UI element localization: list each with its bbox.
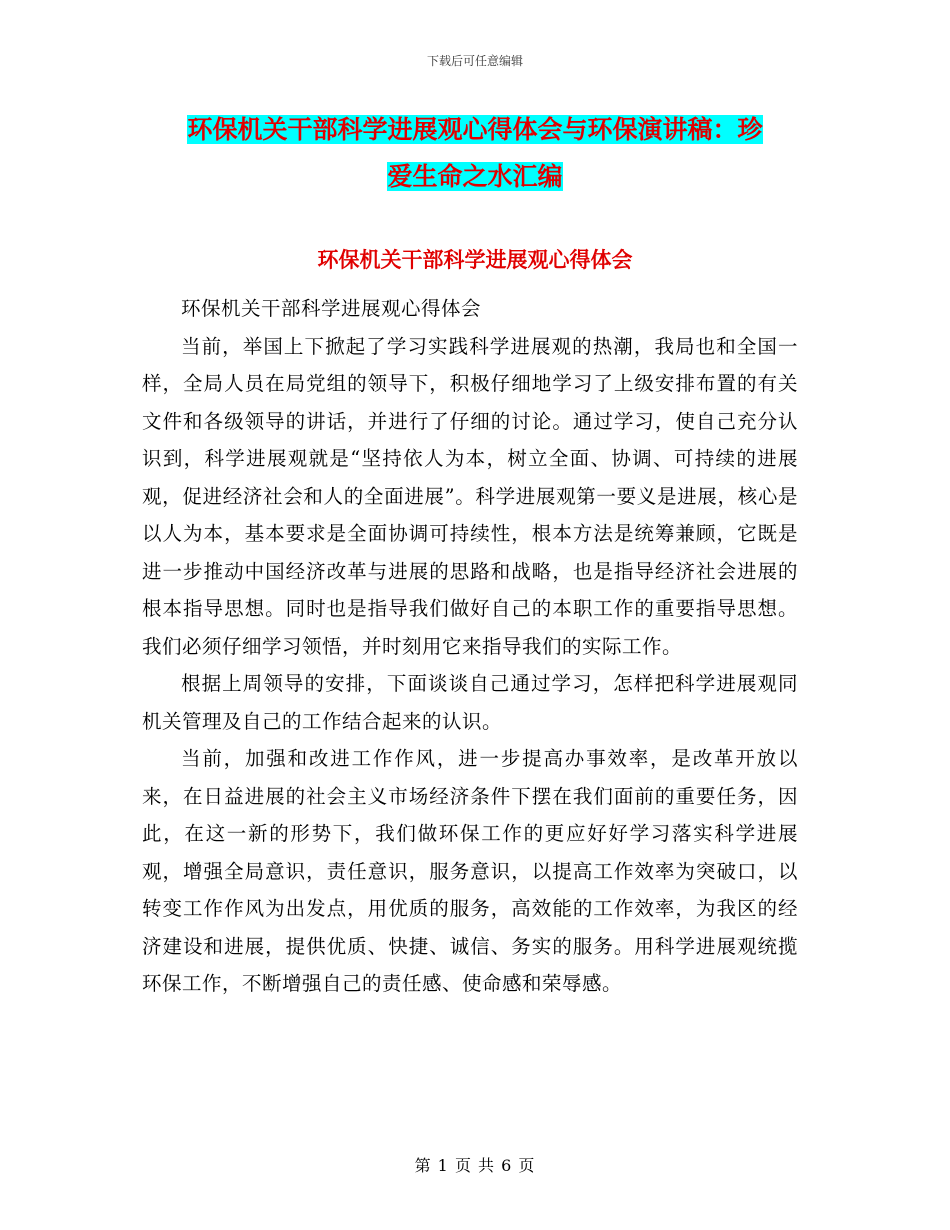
section-title: 环保机关干部科学进展观心得体会 [317, 248, 633, 272]
document-title-line-1: 环保机关干部科学进展观心得体会与环保演讲稿：珍 [187, 115, 763, 144]
document-title [150, 106, 800, 200]
paragraph: 当前，举国上下掀起了学习实践科学进展观的热潮，我局也和全国一样，全局人员在局党组的领导下，积极仔细地学习了上级安排布置的有关文件和各级领导的讲话，并进行了仔细的讨论。通过学习，使自己充分认识到，科学进展观就是“坚持依人为本，树立全面、协调、可持续的进展观，促进经济社会和人的全面进展”。科学进展观第一要义是进展，核心是以人为本，基本要求是全面协调可持续性，根本方法是统筹兼顾，它既是进一步推动中国经济改革与进展的思路和战略，也是指导经济社会进展的根本指导思想。同时也是指导我们做好自己的本职工作的重要指导思想。我们必须仔细学习领悟，并时刻用它来指导我们的实际工作。 [142, 334, 798, 658]
page-indicator: 第 1 页 共 6 页 [414, 1156, 536, 1175]
paragraph: 当前，加强和改进工作作风，进一步提高办事效率，是改革开放以来，在日益进展的社会主义市场经济条件下摆在我们面前的重要任务，因此，在这一新的形势下，我们做环保工作的更应好好学习落实科学进展观，增强全局意识，责任意识，服务意识，以提高工作效率为突破口，以转变工作作风为出发点，用优质的服务，高效能的工作效率，为我区的经济建设和进展，提供优质、快捷、诚信、务实的服务。用科学进展观统揽环保工作，不断增强自己的责任感、使命感和荣辱感。 [142, 747, 798, 995]
document-title-line-2: 爱生命之水汇编 [387, 162, 563, 191]
document-body [142, 290, 798, 1003]
paragraph: 根据上周领导的安排，下面谈谈自己通过学习，怎样把科学进展观同机关管理及自己的工作结合起来的认识。 [142, 672, 798, 733]
paragraph-subtitle: 环保机关干部科学进展观心得体会 [181, 297, 482, 320]
header-note: 下载后可任意编辑 [426, 54, 523, 68]
